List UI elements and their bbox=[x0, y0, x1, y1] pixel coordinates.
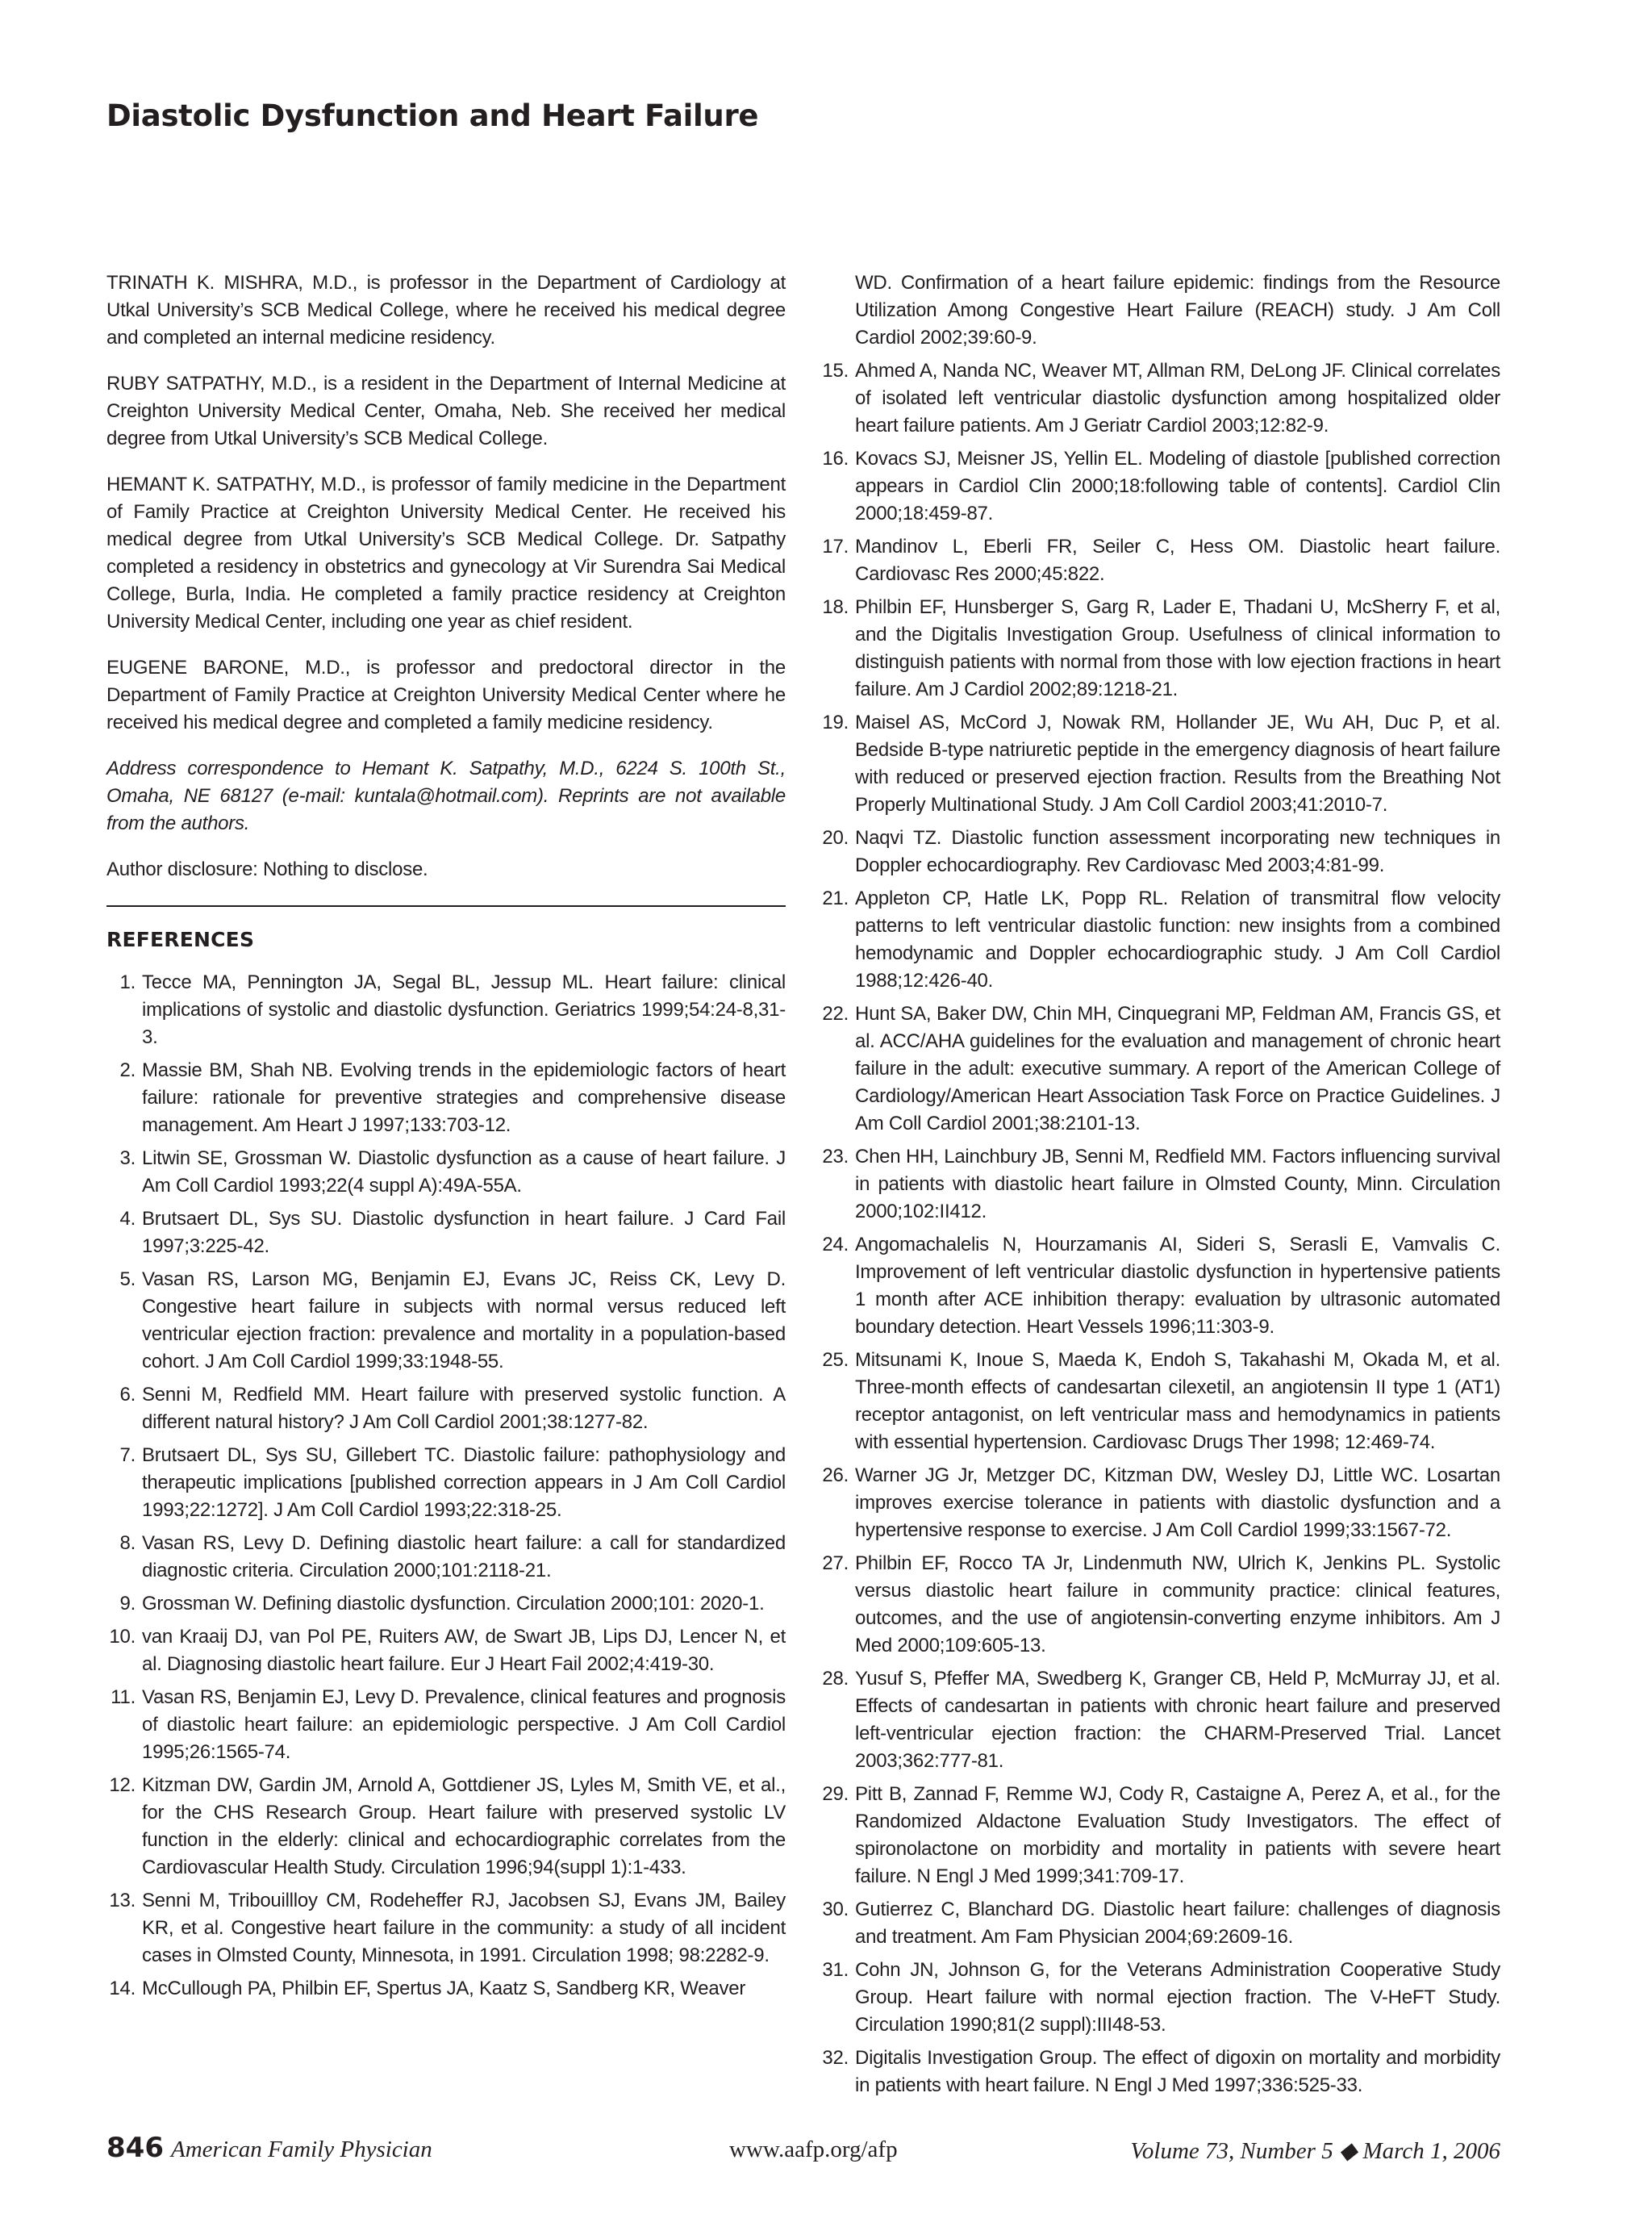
reference-text: Naqvi TZ. Diastolic function assessment incorporating new techniques in Doppler echocardiography. Rev Cardiovasc Med 2003;4:81-99. bbox=[855, 827, 1500, 876]
reference-number: 21. bbox=[822, 888, 849, 909]
author-bio-text: , is a resident in the Department of Internal Medicine at Creighton University Medical Center, Omaha, Neb. She received her medical degree from Utkal University’s SCB Medical College. bbox=[106, 373, 786, 449]
reference-text: Gutierrez C, Blanchard DG. Diastolic heart failure: challenges of diagnosis and treatment. Am Fam Physician 2004;69:2609-16. bbox=[855, 1899, 1500, 1948]
reference-text: Digitalis Investigation Group. The effect of digoxin on mortality and morbidity in patients with heart failure. N Engl J Med 1997;336:525-33. bbox=[855, 2047, 1500, 2096]
reference-item bbox=[820, 885, 1500, 995]
reference-item bbox=[106, 1590, 786, 1618]
reference-text: Brutsaert DL, Sys SU. Diastolic dysfunction in heart failure. J Card Fail 1997;3:225-42. bbox=[142, 1208, 786, 1257]
reference-text: Appleton CP, Hatle LK, Popp RL. Relation of transmitral flow velocity patterns to left ventricular diastolic function: new insights from a combined hemodynamic and Doppler echocardiographic study. J Am Coll Cardiol 1988;12:426-40. bbox=[855, 888, 1500, 992]
reference-text: Vasan RS, Levy D. Defining diastolic heart failure: a call for standardized diagnostic criteria. Circulation 2000;101:2118-21. bbox=[142, 1532, 786, 1581]
reference-number: 2. bbox=[119, 1059, 136, 1081]
reference-item bbox=[106, 1442, 786, 1524]
reference-item bbox=[820, 357, 1500, 440]
reference-item bbox=[106, 1145, 786, 1200]
author-bio bbox=[106, 471, 786, 636]
left-column bbox=[106, 269, 786, 2008]
reference-number: 27. bbox=[822, 1552, 849, 1574]
author-bio bbox=[106, 654, 786, 737]
reference-number: 4. bbox=[119, 1208, 136, 1230]
author-bio bbox=[106, 269, 786, 352]
references-heading: REFERENCES bbox=[106, 928, 255, 951]
article-title: Diastolic Dysfunction and Heart Failure bbox=[106, 98, 759, 133]
right-column bbox=[820, 269, 1500, 2105]
page-footer bbox=[106, 2133, 1500, 2169]
reference-number: 18. bbox=[822, 596, 849, 618]
reference-text: Warner JG Jr, Metzger DC, Kitzman DW, Wesley DJ, Little WC. Losartan improves exercise tolerance in patients with diastolic dysfunction and a hypertensive response to exercise. J Am Coll Cardiol 1999;33:1567-72. bbox=[855, 1464, 1500, 1541]
reference-text: McCullough PA, Philbin EF, Spertus JA, Kaatz S, Sandberg KR, Weaver bbox=[142, 1978, 746, 1999]
reference-number: 19. bbox=[822, 712, 849, 733]
reference-item bbox=[106, 1975, 786, 2003]
reference-number: 7. bbox=[119, 1444, 136, 1466]
reference-number: 32. bbox=[822, 2047, 849, 2069]
reference-number: 10. bbox=[109, 1626, 136, 1648]
reference-text: Mandinov L, Eberli FR, Seiler C, Hess OM. Diastolic heart failure. Cardiovasc Res 2000;45:822. bbox=[855, 536, 1500, 585]
reference-item bbox=[106, 1530, 786, 1585]
reference-number: 9. bbox=[119, 1593, 136, 1615]
reference-number: 13. bbox=[109, 1890, 136, 1911]
reference-text: Chen HH, Lainchbury JB, Senni M, Redfield MM. Factors influencing survival in patients with diastolic heart failure in Olmsted County, Minn. Circulation 2000;102:II412. bbox=[855, 1146, 1500, 1222]
reference-item bbox=[106, 1772, 786, 1882]
reference-item bbox=[820, 1550, 1500, 1660]
reference-text: Tecce MA, Pennington JA, Segal BL, Jessup ML. Heart failure: clinical implications of systolic and diastolic dysfunction. Geriatrics 1999;54:24-8,31-3. bbox=[142, 971, 786, 1048]
journal-name: American Family Physician bbox=[171, 2137, 432, 2162]
reference-item bbox=[106, 969, 786, 1051]
correspondence-address: Address correspondence to Hemant K. Satpathy, M.D., 6224 S. 100th St., Omaha, NE 68127 (e-mail: kuntala@hotmail.com). Reprints are not available from the authors. bbox=[106, 758, 786, 834]
reference-text: Angomachalelis N, Hourzamanis AI, Sideri S, Serasli E, Vamvalis C. Improvement of left ventricular diastolic dysfunction in hypertensive patients 1 month after ACE inhibition therapy: evaluation by ultrasonic automated boundary detection. Heart Vessels 1996;11:303-9. bbox=[855, 1234, 1500, 1338]
reference-number: 12. bbox=[109, 1774, 136, 1796]
reference-number: 16. bbox=[822, 448, 849, 470]
references-list-left bbox=[106, 969, 786, 2003]
reference-text: Grossman W. Defining diastolic dysfunction. Circulation 2000;101: 2020-1. bbox=[142, 1593, 765, 1615]
reference-number: 22. bbox=[822, 1003, 849, 1025]
reference-text: Brutsaert DL, Sys SU, Gillebert TC. Diastolic failure: pathophysiology and therapeutic implications [published correction appears in J Am Coll Cardiol 1993;22:1272]. J Am Coll Cardiol 1993;22:318-25. bbox=[142, 1444, 786, 1521]
reference-item bbox=[820, 1462, 1500, 1544]
journal-url: www.aafp.org/afp bbox=[729, 2137, 898, 2162]
reference-number: 1. bbox=[119, 971, 136, 993]
reference-text: Senni M, Redfield MM. Heart failure with preserved systolic function. A different natural history? J Am Coll Cardiol 2001;38:1277-82. bbox=[142, 1384, 786, 1433]
reference-text: van Kraaij DJ, van Pol PE, Ruiters AW, de Swart JB, Lips DJ, Lencer N, et al. Diagnosing diastolic heart failure. Eur J Heart Fail 2002;4:419-30. bbox=[142, 1626, 786, 1675]
reference-number: 28. bbox=[822, 1668, 849, 1690]
reference-item bbox=[820, 825, 1500, 879]
reference-text: Vasan RS, Larson MG, Benjamin EJ, Evans JC, Reiss CK, Levy D. Congestive heart failure in subjects with normal versus reduced left ventricular ejection fraction: prevalence and mortality in a population-based cohort. J Am Coll Cardiol 1999;33:1948-55. bbox=[142, 1268, 786, 1372]
reference-item bbox=[106, 1205, 786, 1260]
reference-text: WD. Confirmation of a heart failure epidemic: findings from the Resource Utilization Among Congestive Heart Failure (REACH) study. J Am Coll Cardiol 2002;39:60-9. bbox=[855, 272, 1500, 349]
reference-text: Kitzman DW, Gardin JM, Arnold A, Gottdiener JS, Lyles M, Smith VE, et al., for the CHS Research Group. Heart failure with preserved systolic LV function in the elderly: clinical and echocardiographic correlates from the Cardiovascular Health Study. Circulation 1996;94(suppl 1):1-433. bbox=[142, 1774, 786, 1878]
reference-number: 20. bbox=[822, 827, 849, 849]
reference-number: 11. bbox=[111, 1686, 136, 1708]
reference-number: 8. bbox=[119, 1532, 136, 1554]
author-name: EUGENE BARONE, M.D. bbox=[106, 657, 345, 679]
reference-text: Senni M, Tribouillloy CM, Rodeheffer RJ, Jacobsen SJ, Evans JM, Bailey KR, et al. Congestive heart failure in the community: a study of all incident cases in Olmsted County, Minnesota, in 1991. Circulation 1998; 98:2282-9. bbox=[142, 1890, 786, 1966]
author-bio bbox=[106, 370, 786, 453]
reference-text: Pitt B, Zannad F, Remme WJ, Cody R, Castaigne A, Perez A, et al., for the Randomized Aldactone Evaluation Study Investigators. The effect of spironolactone on morbidity and mortality in patients with severe heart failure. N Engl J Med 1999;341:709-17. bbox=[855, 1783, 1500, 1887]
reference-item bbox=[820, 709, 1500, 819]
reference-text: Maisel AS, McCord J, Nowak RM, Hollander JE, Wu AH, Duc P, et al. Bedside B-type natriuretic peptide in the emergency diagnosis of heart failure with reduced or preserved ejection fraction. Results from the Breathing Not Properly Multinational Study. J Am Coll Cardiol 2003;41:2010-7. bbox=[855, 712, 1500, 816]
reference-item bbox=[820, 1957, 1500, 2039]
reference-item bbox=[820, 2045, 1500, 2099]
reference-text: Kovacs SJ, Meisner JS, Yellin EL. Modeling of diastole [published correction appears in Cardiol Clin 2000;18:following table of contents]. Cardiol Clin 2000;18:459-87. bbox=[855, 448, 1500, 524]
section-divider bbox=[106, 905, 786, 907]
issue-info: Volume 73, Number 5 ◆ March 1, 2006 bbox=[1130, 2138, 1500, 2164]
reference-item bbox=[820, 1347, 1500, 1456]
reference-number: 24. bbox=[822, 1234, 849, 1255]
reference-item bbox=[106, 1684, 786, 1766]
reference-number: 23. bbox=[822, 1146, 849, 1168]
reference-item bbox=[820, 533, 1500, 588]
reference-number: 6. bbox=[119, 1384, 136, 1406]
reference-item bbox=[106, 1623, 786, 1678]
reference-text: Cohn JN, Johnson G, for the Veterans Administration Cooperative Study Group. Heart failure with normal ejection fraction. The V-HeFT Study. Circulation 1990;81(2 suppl):III48-53. bbox=[855, 1959, 1500, 2036]
author-name: RUBY SATPATHY, M.D. bbox=[106, 373, 312, 395]
reference-text: Yusuf S, Pfeffer MA, Swedberg K, Granger CB, Held P, McMurray JJ, et al. Effects of candesartan in patients with chronic heart failure and preserved left-ventricular ejection fraction: the CHARM-Preserved Trial. Lancet 2003;362:777-81. bbox=[855, 1668, 1500, 1772]
reference-number: 15. bbox=[822, 360, 849, 382]
reference-text: Hunt SA, Baker DW, Chin MH, Cinquegrani MP, Feldman AM, Francis GS, et al. ACC/AHA guidelines for the evaluation and management of chronic heart failure in the adult: executive summary. A report of the American College of Cardiology/American Heart Association Task Force on Practice Guidelines. J Am Coll Cardiol 2001;38:2101-13. bbox=[855, 1003, 1500, 1134]
reference-item bbox=[820, 1231, 1500, 1341]
author-name: TRINATH K. MISHRA, M.D. bbox=[106, 272, 353, 294]
reference-item bbox=[106, 1381, 786, 1436]
reference-item bbox=[106, 1887, 786, 1970]
reference-text: Massie BM, Shah NB. Evolving trends in the epidemiologic factors of heart failure: rationale for preventive strategies and comprehensive disease management. Am Heart J 1997;133:703-12. bbox=[142, 1059, 786, 1136]
reference-item bbox=[820, 445, 1500, 528]
reference-number: 25. bbox=[822, 1349, 849, 1371]
author-bio-text: , is professor in the Department of Cardiology at Utkal University’s SCB Medical College, where he received his medical degree and completed an internal medicine residency. bbox=[106, 272, 786, 349]
author-name: HEMANT K. SATPATHY, M.D. bbox=[106, 474, 361, 495]
reference-item bbox=[820, 1896, 1500, 1951]
reference-item bbox=[820, 1665, 1500, 1775]
reference-text: Philbin EF, Hunsberger S, Garg R, Lader E, Thadani U, McSherry F, et al, and the Digitalis Investigation Group. Usefulness of clinical information to distinguish patients with normal from those with low ejection fractions in heart failure. Am J Cardiol 2002;89:1218-21. bbox=[855, 596, 1500, 700]
reference-text: Litwin SE, Grossman W. Diastolic dysfunction as a cause of heart failure. J Am Coll Cardiol 1993;22(4 suppl A):49A-55A. bbox=[142, 1147, 786, 1197]
reference-number: 17. bbox=[822, 536, 849, 558]
reference-number: 14. bbox=[109, 1978, 136, 1999]
reference-text: Mitsunami K, Inoue S, Maeda K, Endoh S, Takahashi M, Okada M, et al. Three-month effects of candesartan cilexetil, an angiotensin II type 1 (AT1) receptor antagonist, on left ventricular mass and hemodynamics in patients with essential hypertension. Cardiovasc Drugs Ther 1998; 12:469-74. bbox=[855, 1349, 1500, 1453]
reference-item bbox=[820, 1000, 1500, 1138]
reference-item bbox=[820, 1781, 1500, 1890]
reference-number: 3. bbox=[119, 1147, 136, 1169]
reference-number: 5. bbox=[119, 1268, 136, 1290]
reference-number: 26. bbox=[822, 1464, 849, 1486]
reference-item bbox=[820, 1143, 1500, 1226]
reference-text: Philbin EF, Rocco TA Jr, Lindenmuth NW, Ulrich K, Jenkins PL. Systolic versus diastolic heart failure in community practice: clinical features, outcomes, and the use of angiotensin-converting enzyme inhibitors. Am J Med 2000;109:605-13. bbox=[855, 1552, 1500, 1656]
reference-number: 31. bbox=[822, 1959, 849, 1981]
reference-number: 30. bbox=[822, 1899, 849, 1920]
author-disclosure: Author disclosure: Nothing to disclose. bbox=[106, 858, 428, 880]
author-bio-text: , is professor of family medicine in the Department of Family Practice at Creighton University Medical Center. He received his medical degree from Utkal University’s SCB Medical College. Dr. Satpathy completed a residency in obstetrics and gynecology at Vir Surendra Sai Medical College, Burla, India. He completed a family practice residency at Creighton University Medical Center, including one year as chief resident. bbox=[106, 474, 786, 633]
reference-continuation bbox=[820, 269, 1500, 352]
page-number: 846 bbox=[106, 2132, 164, 2164]
reference-text: Ahmed A, Nanda NC, Weaver MT, Allman RM, DeLong JF. Clinical correlates of isolated left ventricular diastolic dysfunction among hospitalized older heart failure patients. Am J Geriatr Cardiol 2003;12:82-9. bbox=[855, 360, 1500, 437]
reference-text: Vasan RS, Benjamin EJ, Levy D. Prevalence, clinical features and prognosis of diastolic heart failure: an epidemiologic perspective. J Am Coll Cardiol 1995;26:1565-74. bbox=[142, 1686, 786, 1763]
reference-item bbox=[106, 1266, 786, 1376]
reference-item bbox=[820, 594, 1500, 704]
reference-number: 29. bbox=[822, 1783, 849, 1805]
author-bio-text: , is professor and predoctoral director in the Department of Family Practice at Creighton University Medical Center where he received his medical degree and completed a family medicine residency. bbox=[106, 657, 786, 733]
reference-item bbox=[106, 1057, 786, 1139]
references-list-right bbox=[820, 269, 1500, 2099]
